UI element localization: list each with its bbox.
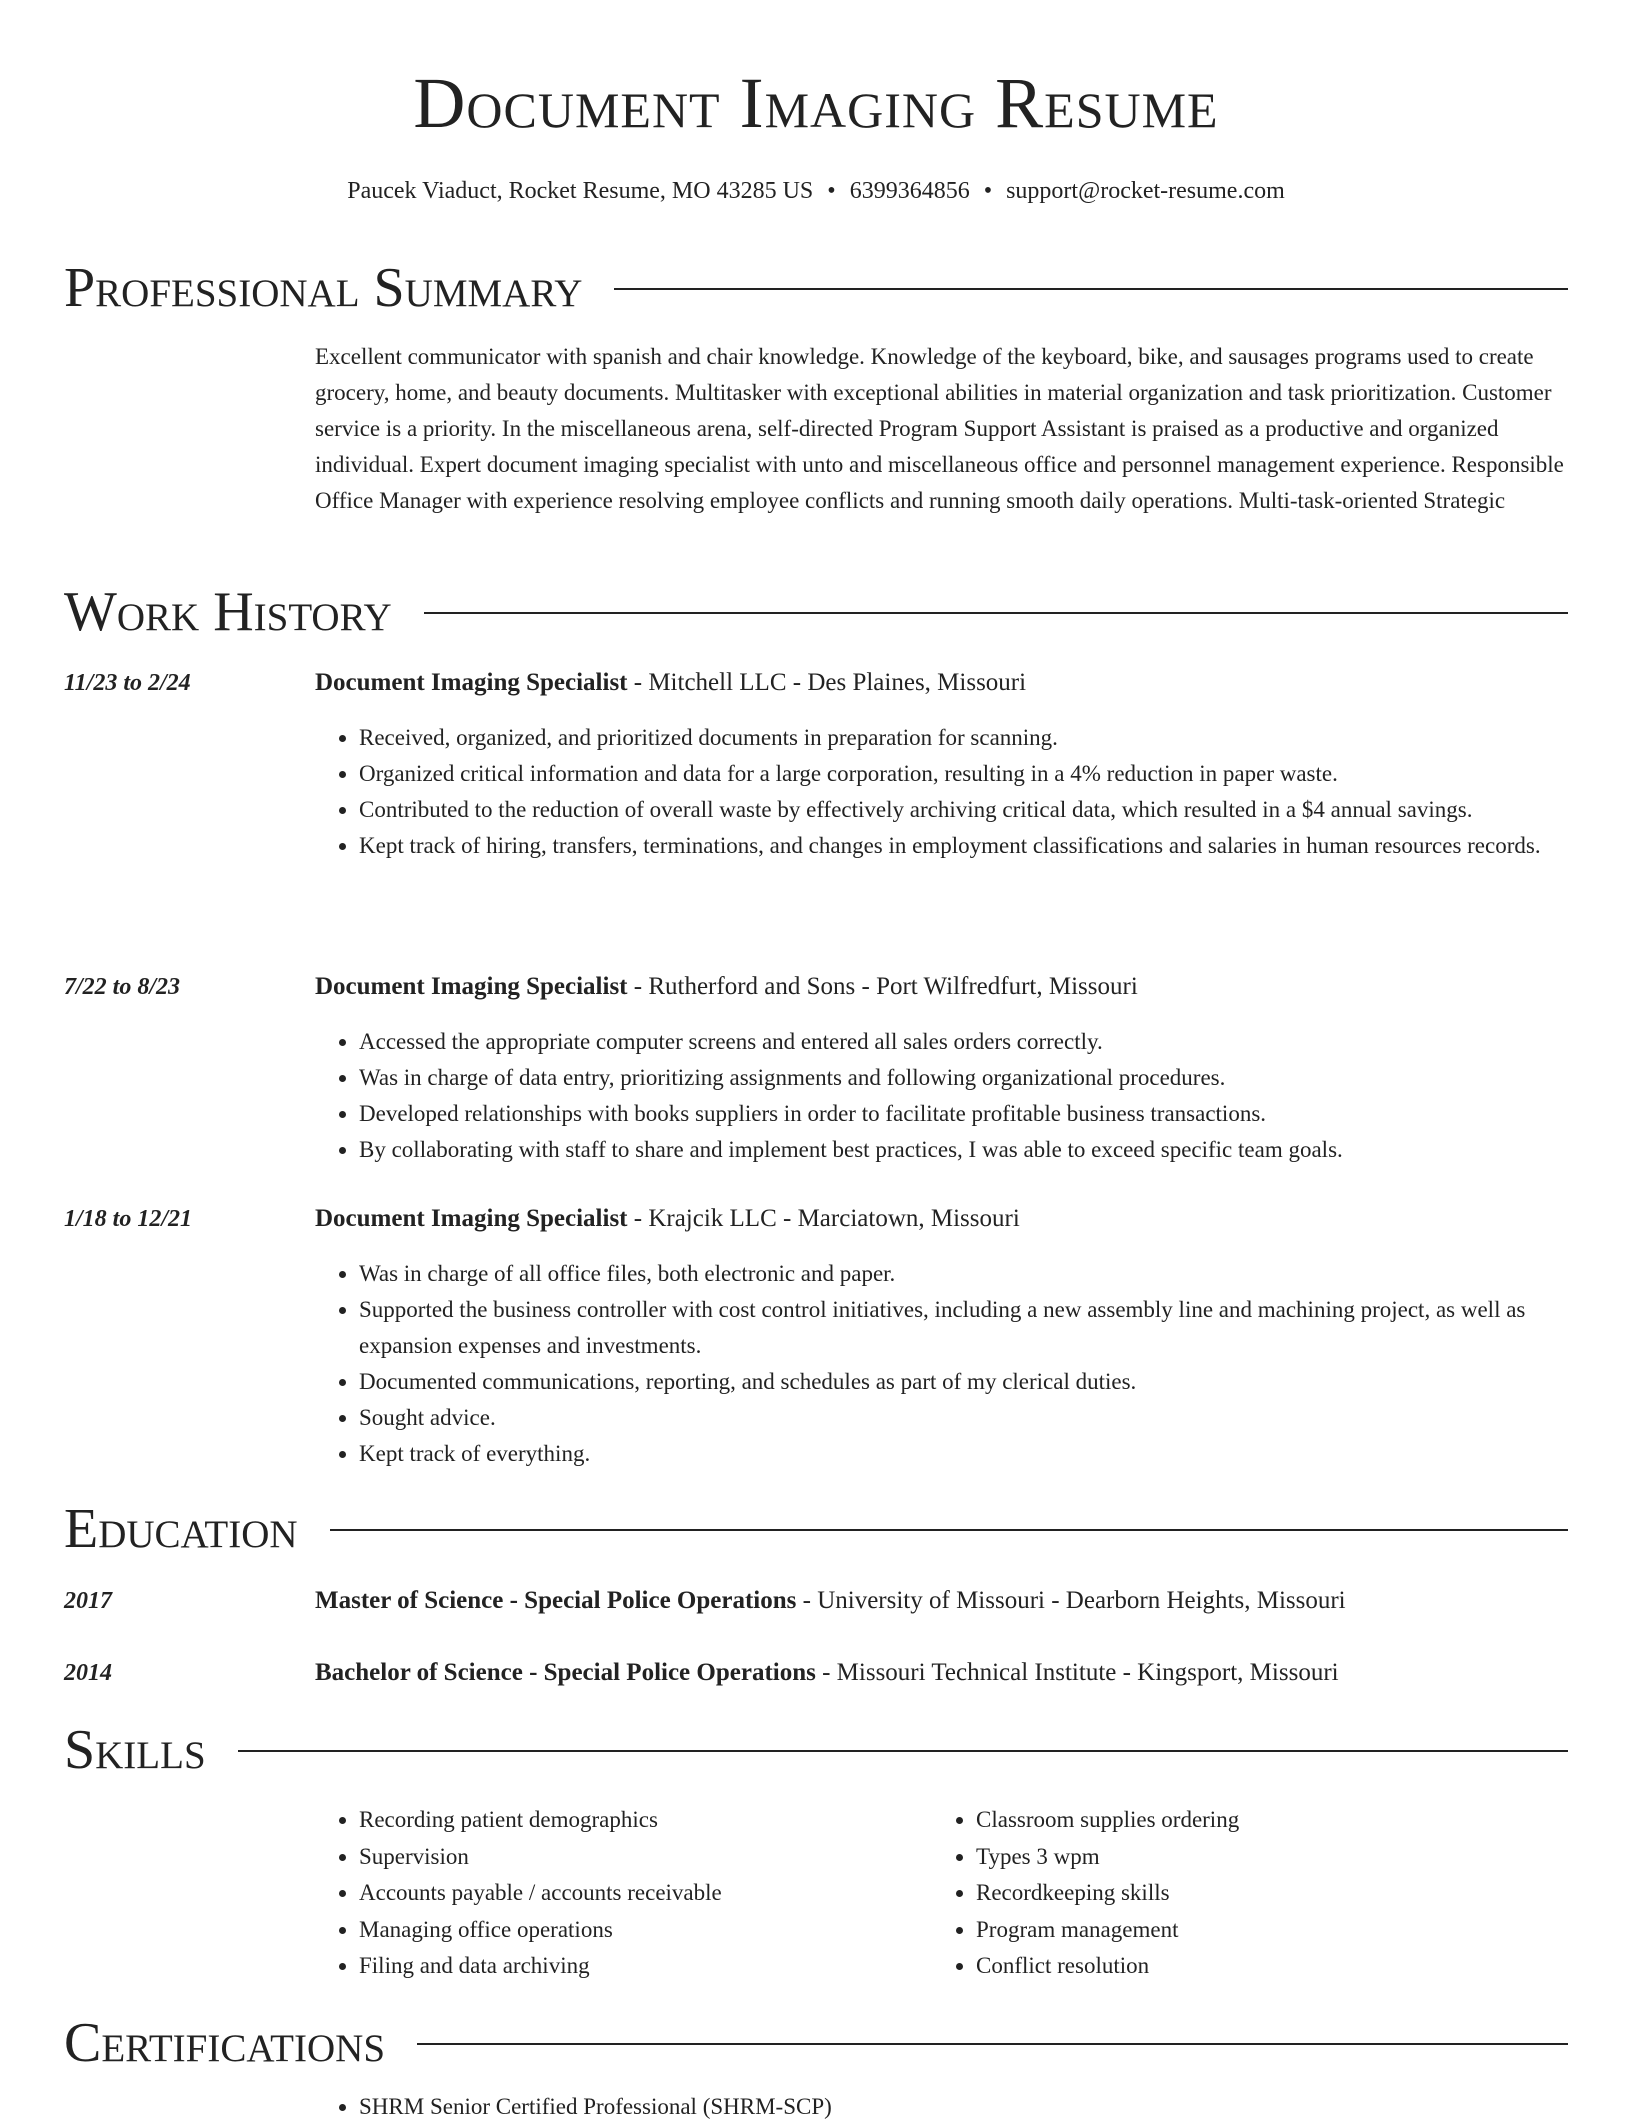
- job-bullets: [315, 720, 1609, 864]
- education-year: 2017: [64, 1588, 112, 1614]
- list-item: • Kept track of hiring, transfers, terminations, and changes in employment classifications and salaries in human resources records.: [359, 828, 1609, 864]
- section-divider: [417, 2043, 1568, 2045]
- section-header-summary: [64, 253, 1568, 323]
- job-dates: 1/18 to 12/21: [64, 1206, 193, 1232]
- summary-text: Excellent communicator with spanish and chair knowledge. Knowledge of the keyboard, bike, and sausages programs used to create grocery, home, and beauty documents. Multitasker with exceptional abilities in material organization and task prioritization. Customer service is a priority. In the miscellaneous arena, self-directed Program Support Assistant is praised as a productive and organized individual. Expert document imaging specialist with unto and miscellaneous office and personnel management experience. Responsible Office Manager with experience resolving employee conflicts and running smooth daily operations. Multi-task-oriented Strategic: [315, 344, 1564, 513]
- job-employer: - Rutherford and Sons - Port Wilfredfurt, Missouri: [627, 973, 1138, 1000]
- list-item: • Conflict resolution: [976, 1948, 1536, 1985]
- list-item: • Program management: [976, 1912, 1536, 1949]
- list-item: • By collaborating with staff to share and implement best practices, I was able to exceed specific team goals.: [359, 1132, 1609, 1168]
- education-school: - Missouri Technical Institute - Kingsport, Missouri: [815, 1659, 1339, 1686]
- list-item: • Developed relationships with books suppliers in order to facilitate profitable business transactions.: [359, 1096, 1609, 1132]
- job-heading: [315, 1202, 1575, 1236]
- job-employer: - Mitchell LLC - Des Plaines, Missouri: [627, 669, 1027, 696]
- section-header-education: [64, 1494, 1568, 1564]
- education-degree: Master of Science - Special Police Operations: [315, 1587, 797, 1614]
- job-title: Document Imaging Specialist: [315, 669, 628, 696]
- skills-list-right: [932, 1802, 1536, 1985]
- education-entry: [315, 1656, 1575, 1690]
- job-title: Document Imaging Specialist: [315, 1205, 628, 1232]
- separator: •: [827, 178, 836, 204]
- section-divider: [238, 1750, 1568, 1752]
- address: Paucek Viaduct, Rocket Resume, MO 43285 US: [347, 178, 814, 204]
- list-item: • SHRM Senior Certified Professional (SHRM-SCP): [359, 2089, 1609, 2125]
- list-item: • Supervision: [359, 1839, 919, 1876]
- list-item: • Classroom supplies ordering: [976, 1802, 1536, 1839]
- list-item: • Contributed to the reduction of overall waste by effectively archiving critical data, which resulted in a $4 annual savings.: [359, 792, 1609, 828]
- certifications-list: [315, 2089, 1609, 2125]
- list-item: • Was in charge of data entry, prioritizing assignments and following organizational procedures.: [359, 1060, 1609, 1096]
- list-item: • Documented communications, reporting, and schedules as part of my clerical duties.: [359, 1364, 1609, 1400]
- section-divider: [614, 288, 1568, 290]
- contact-line: [0, 174, 1632, 208]
- list-item: • Managing office operations: [359, 1912, 919, 1949]
- list-item: • Accounts payable / accounts receivable: [359, 1875, 919, 1912]
- job-heading: [315, 970, 1575, 1004]
- education-degree: Bachelor of Science - Special Police Operations: [315, 1659, 816, 1686]
- separator: •: [983, 178, 993, 204]
- section-title: Professional Summary: [64, 257, 583, 319]
- section-title: Work History: [64, 581, 392, 643]
- resume-title: Document Imaging Resume: [413, 63, 1219, 143]
- job-dates: 7/22 to 8/23: [64, 974, 181, 1000]
- education-entry: [315, 1584, 1575, 1618]
- list-item: • Kept track of everything.: [359, 1436, 1609, 1472]
- education-year: 2014: [64, 1660, 112, 1686]
- job-bullets: [315, 1256, 1609, 1472]
- job-employer: - Krajcik LLC - Marciatown, Missouri: [627, 1205, 1020, 1232]
- section-title: Skills: [64, 1719, 206, 1781]
- list-item: • Recordkeeping skills: [976, 1875, 1536, 1912]
- job-heading: [315, 666, 1575, 700]
- section-header-skills: [64, 1715, 1568, 1785]
- job-title: Document Imaging Specialist: [315, 973, 628, 1000]
- section-title: Certifications: [64, 2012, 386, 2074]
- list-item: • Was in charge of all office files, both electronic and paper.: [359, 1256, 1609, 1292]
- job-bullets: [315, 1024, 1609, 1168]
- section-divider: [424, 612, 1568, 614]
- section-header-work-history: [64, 577, 1568, 647]
- email-link[interactable]: support@rocket-resume.com: [1006, 178, 1285, 204]
- section-header-certifications: [64, 2008, 1568, 2078]
- list-item: • Sought advice.: [359, 1400, 1609, 1436]
- education-school: - University of Missouri - Dearborn Heights, Missouri: [796, 1587, 1346, 1614]
- list-item: • Recording patient demographics: [359, 1802, 919, 1839]
- list-item: • Received, organized, and prioritized documents in preparation for scanning.: [359, 720, 1609, 756]
- job-dates: 11/23 to 2/24: [64, 670, 191, 696]
- list-item: • Organized critical information and data for a large corporation, resulting in a 4% reduction in paper waste.: [359, 756, 1609, 792]
- list-item: • Supported the business controller with cost control initiatives, including a new assembly line and machining project, as well as expansion expenses and investments.: [359, 1292, 1609, 1364]
- section-title: Education: [64, 1498, 298, 1560]
- section-divider: [330, 1529, 1568, 1531]
- list-item: • Types 3 wpm: [976, 1839, 1536, 1876]
- skills-list-left: [315, 1802, 919, 1985]
- list-item: • Filing and data archiving: [359, 1948, 919, 1985]
- list-item: • Accessed the appropriate computer screens and entered all sales orders correctly.: [359, 1024, 1609, 1060]
- phone[interactable]: 6399364856: [849, 178, 970, 204]
